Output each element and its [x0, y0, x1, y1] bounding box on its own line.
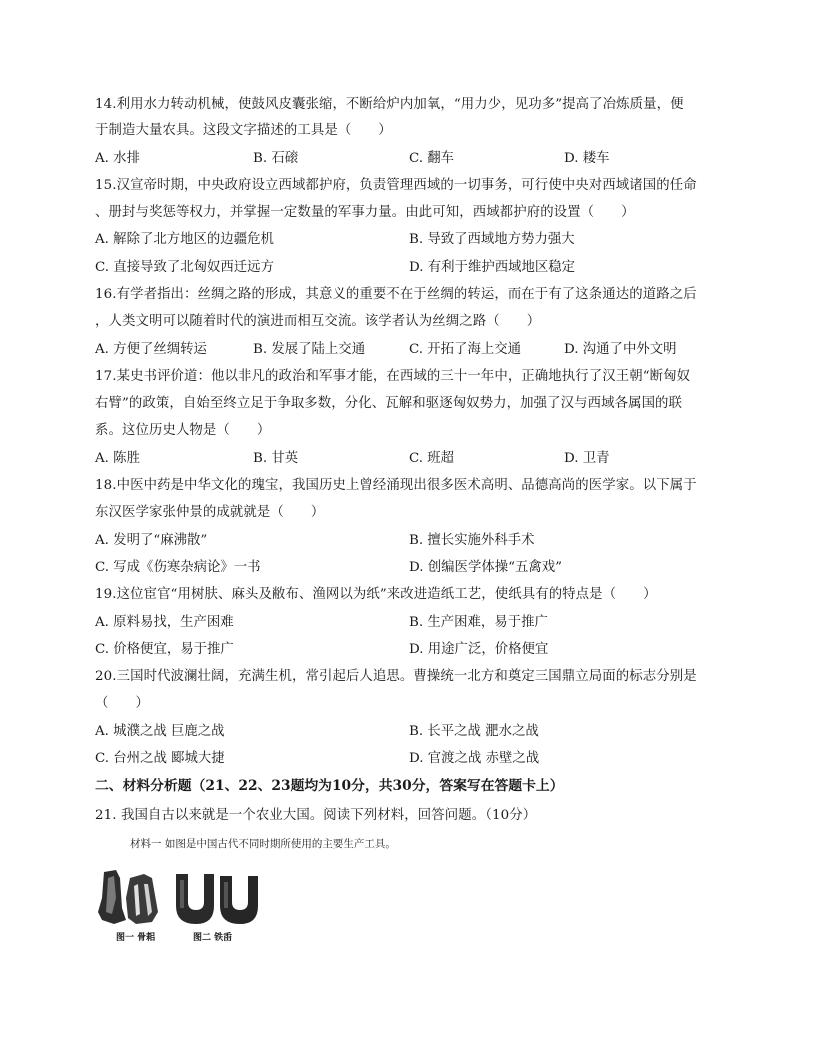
q20-line-2: （ ） [95, 696, 149, 711]
material-caption: 材料一 如图是中国古代不同时期所使用的主要生产工具。 [130, 838, 396, 850]
q18-line-1: 18.中医中药是中华文化的瑰宝，我国历史上曾经涌现出很多医术高明、品德高尚的医学家。以下属于 [95, 478, 697, 493]
q16-option-d: D. 沟通了中外文明 [564, 342, 677, 357]
q20-option-b: B. 长平之战 淝水之战 [409, 724, 539, 739]
q19-option-c: C. 价格便宜，易于推广 [95, 642, 234, 657]
q17-option-d: D. 卫青 [564, 451, 610, 466]
q18-option-a: A. 发明了“麻沸散” [95, 533, 208, 548]
q16-line-1: 16.有学者指出：丝绸之路的形成，其意义的重要不在于丝绸的转运，而在于有了这条通达的道路之后 [95, 287, 697, 302]
tool-artifacts-figure [96, 868, 266, 928]
q15-option-d: D. 有利于维护西域地区稳定 [409, 260, 576, 275]
q16-line-2: ，人类文明可以随着时代的演进而相互交流。该学者认为丝绸之路（ ） [95, 314, 541, 329]
q20-line-1: 20.三国时代波澜壮阔，充满生机，常引起后人追思。曹操统一北方和奠定三国鼎立局面的标志分别是 [95, 669, 697, 684]
q20-option-a: A. 城濮之战 巨鹿之战 [95, 724, 225, 739]
q17-option-c: C. 班超 [409, 451, 455, 466]
q17-option-b: B. 甘英 [253, 451, 299, 466]
q19-line-1: 19.这位宦官“用树肤、麻头及敝布、渔网以为纸”来改进造纸工艺，使纸具有的特点是（ ） [95, 587, 657, 602]
iron-spade-image-2 [220, 876, 258, 924]
q21-line: 21. 我国自古以来就是一个农业大国。阅读下列材料，回答问题。（10分） [95, 808, 537, 823]
q14-line-1: 14.利用水力转动机械，使鼓风皮囊张缩，不断给炉内加氧，“用力少，见功多”提高了冶炼质量，便 [95, 97, 684, 112]
q19-option-a: A. 原料易找，生产困难 [95, 615, 234, 630]
q16-option-a: A. 方便了丝绸转运 [95, 342, 207, 357]
q20-option-c: C. 台州之战 郾城大捷 [95, 751, 225, 766]
q14-option-d: D. 耧车 [564, 151, 610, 166]
section-heading: 二、材料分析题（21、22、23题均为10分，共30分，答案写在答题卡上） [95, 778, 564, 794]
q18-line-2: 东汉医学家张仲景的成就就是（ ） [95, 505, 325, 520]
q20-option-d: D. 官渡之战 赤壁之战 [409, 751, 540, 766]
figure-caption-2: 图二 铁臿 [193, 933, 233, 943]
q19-option-b: B. 生产困难，易于推广 [409, 615, 548, 630]
q14-option-a: A. 水排 [95, 151, 140, 166]
q18-option-c: C. 写成《伤寒杂病论》一书 [95, 560, 261, 575]
q14-option-b: B. 石磙 [253, 151, 299, 166]
q15-option-a: A. 解除了北方地区的边疆危机 [95, 232, 274, 247]
q15-line-2: 、册封与奖惩等权力，并掌握一定数量的军事力量。由此可知，西域都护府的设置（ ） [95, 205, 635, 220]
figure-caption-1: 图一 骨耜 [116, 933, 156, 943]
q17-option-a: A. 陈胜 [95, 451, 140, 466]
q16-option-b: B. 发展了陆上交通 [253, 342, 366, 357]
q14-line-2: 于制造大量农具。这段文字描述的工具是（ ） [95, 123, 392, 138]
q15-option-b: B. 导致了西域地方势力强大 [409, 232, 575, 247]
q17-line-1: 17.某史书评价道：他以非凡的政治和军事才能，在西域的三十一年中，正确地执行了汉王朝“断匈奴 [95, 369, 691, 384]
q17-line-3: 系。这位历史人物是（ ） [95, 423, 271, 438]
q17-line-2: 右臂”的政策，自始至终立足于争取多数，分化、瓦解和驱逐匈奴势力，加强了汉与西域各属国的联 [95, 396, 683, 411]
iron-spade-image [176, 874, 214, 924]
q16-option-c: C. 开拓了海上交通 [409, 342, 522, 357]
bone-spade-image-2 [126, 874, 158, 924]
q18-option-b: B. 擅长实施外科手术 [409, 533, 535, 548]
q15-line-1: 15.汉宣帝时期，中央政府设立西域都护府，负责管理西域的一切事务，可行使中央对西域诸国的任命 [95, 178, 697, 193]
q18-option-d: D. 创编医学体操“五禽戏” [409, 560, 562, 575]
q19-option-d: D. 用途广泛，价格便宜 [409, 642, 549, 657]
q14-option-c: C. 翻车 [409, 151, 455, 166]
bone-spade-image [98, 870, 126, 924]
q15-option-c: C. 直接导致了北匈奴西迁远方 [95, 260, 274, 275]
